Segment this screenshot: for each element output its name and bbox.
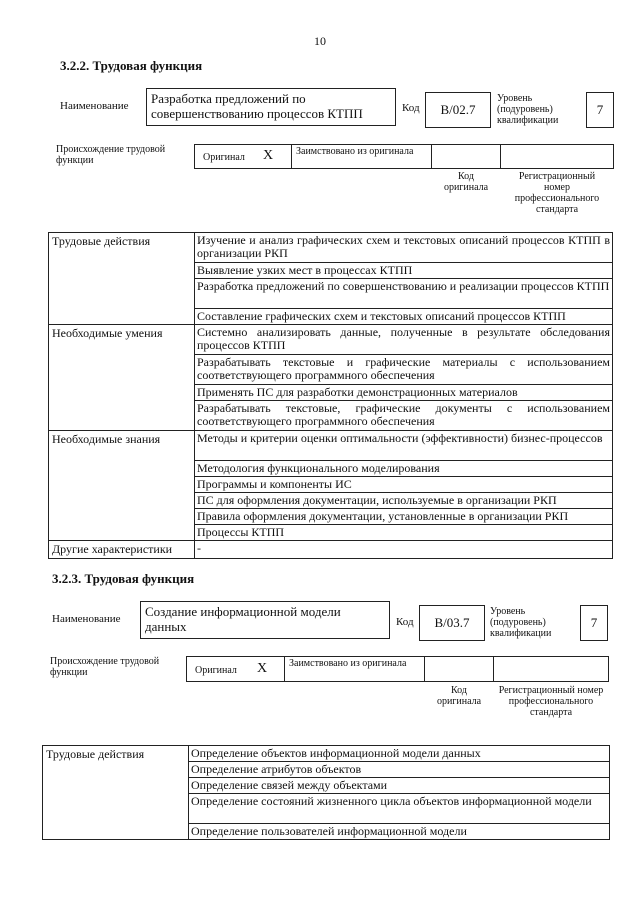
function-name-box <box>140 601 390 639</box>
borrowed-cell <box>284 656 425 682</box>
code-original-label: Код оригинала <box>443 171 489 193</box>
original-cell <box>186 656 285 682</box>
borrowed-label: Заимствовано из оригинала <box>289 658 407 669</box>
table-cell: Определение объектов информационной модели данных <box>189 746 610 762</box>
original-cell <box>194 144 292 169</box>
function-code: В/02.7 <box>440 102 476 117</box>
reg-number-label: Регистрационный номер профессионального стандарта <box>514 171 600 215</box>
category-cell: Необходимые умения <box>49 325 195 431</box>
reg-number-cell <box>493 656 609 682</box>
reg-number-cell <box>500 144 614 169</box>
function-name: Разработка предложений по совершенствованию процессов КТПП <box>151 91 363 121</box>
code-label: Код <box>396 616 414 628</box>
table-cell: Методы и критерии оценки оптимальности (эффективности) бизнес-процессов <box>195 431 613 461</box>
level-label: Уровень (подуровень) квалификации <box>490 606 552 639</box>
original-label: Оригинал <box>195 665 237 676</box>
category-cell: Трудовые действия <box>49 233 195 325</box>
function-code-box <box>419 605 485 641</box>
table-cell: Разрабатывать текстовые и графические материалы с использованием соответствующего программного обеспечения <box>195 355 613 385</box>
table-cell: Правила оформления документации, установленные в организации РКП <box>195 509 613 525</box>
table-cell: Составление графических схем и текстовых описаний процессов КТПП <box>195 309 613 325</box>
original-mark: X <box>257 661 268 676</box>
table-cell: Разработка предложений по совершенствованию и реализации процессов КТПП <box>195 279 613 309</box>
function-code-box <box>425 92 491 128</box>
function-table <box>42 745 610 840</box>
category-cell: Другие характеристики <box>49 541 195 559</box>
borrowed-label: Заимствовано из оригинала <box>296 146 414 157</box>
code-original-cell <box>431 144 501 169</box>
table-cell: Определение пользователей информационной модели <box>189 824 610 840</box>
name-label: Наименование <box>60 100 129 112</box>
table-cell: Применять ПС для разработки демонстрационных материалов <box>195 385 613 401</box>
level-box <box>586 92 614 128</box>
original-label: Оригинал <box>203 152 245 163</box>
section-title: 3.2.3. Трудовая функция <box>52 571 195 586</box>
table-cell: Методология функционального моделирования <box>195 461 613 477</box>
code-original-label: Код оригинала <box>436 685 482 707</box>
table-cell: - <box>195 541 613 559</box>
level-value: 7 <box>590 615 598 630</box>
name-label: Наименование <box>52 613 121 625</box>
table-cell: ПС для оформления документации, используемые в организации РКП <box>195 493 613 509</box>
table-cell: Определение связей между объектами <box>189 778 610 794</box>
page-number: 10 <box>314 34 326 48</box>
origin-label: Происхождение трудовой функции <box>50 656 160 678</box>
category-cell: Трудовые действия <box>43 746 189 840</box>
table-cell: Программы и компоненты ИС <box>195 477 613 493</box>
level-label: Уровень (подуровень) квалификации <box>497 93 559 126</box>
function-code: В/03.7 <box>434 615 470 630</box>
original-mark: X <box>263 148 274 163</box>
table-cell: Определение состояний жизненного цикла объектов информационной модели <box>189 794 610 824</box>
code-label: Код <box>402 102 420 114</box>
function-name-box <box>146 88 396 126</box>
table-cell: Выявление узких мест в процессах КТПП <box>195 263 613 279</box>
level-value: 7 <box>596 102 604 117</box>
table-cell: Процессы КТПП <box>195 525 613 541</box>
code-original-cell <box>424 656 494 682</box>
table-cell: Системно анализировать данные, полученные в результате обследования процессов КТПП <box>195 325 613 355</box>
section-title: 3.2.2. Трудовая функция <box>60 58 203 73</box>
table-cell: Изучение и анализ графических схем и текстовых описаний процессов КТПП в организации РКП <box>195 233 613 263</box>
reg-number-label: Регистрационный номер профессионального стандарта <box>498 685 604 718</box>
function-name: Создание информационной модели данных <box>145 604 341 634</box>
origin-label: Происхождение трудовой функции <box>56 144 166 166</box>
borrowed-cell <box>291 144 432 169</box>
table-cell: Разрабатывать текстовые, графические документы с использованием соответствующего программного обеспечения <box>195 401 613 431</box>
table-cell: Определение атрибутов объектов <box>189 762 610 778</box>
function-table <box>48 232 613 559</box>
category-cell: Необходимые знания <box>49 431 195 541</box>
level-box <box>580 605 608 641</box>
